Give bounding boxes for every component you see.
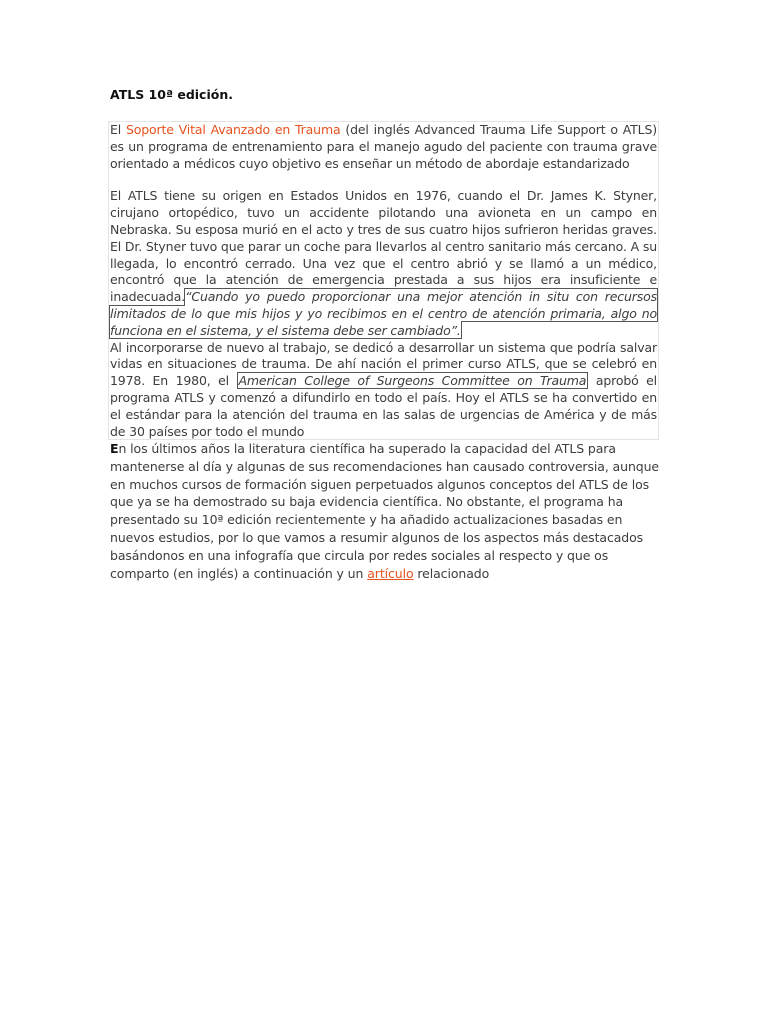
history-paragraph bbox=[110, 188, 657, 339]
page-title: ATLS 10ª edición. bbox=[110, 87, 233, 102]
closing-initial: E bbox=[110, 441, 119, 456]
development-paragraph bbox=[110, 340, 657, 441]
closing-suffix: relacionado bbox=[413, 565, 490, 581]
intro-prefix: El bbox=[110, 122, 126, 137]
closing-text: n los últimos años la literatura científica ha superado la capacidad del ATLS para mantenerse al día y algunas de sus recomendaciones han causado controversia, aunque en muchos cursos de formación siguen perpetuados algunos conceptos del ATLS de los que ya se ha demostrado su baja evidencia científica. No obstante, el programa ha presentado su 10ª edición recientemente y ha añadido actualizaciones basadas en nuevos estudios, por lo que vamos a resumir algunos de los aspectos más destacados basándonos en una infografía que circula por redes sociales al respecto y que os comparto (en inglés) a continuación y un bbox=[110, 441, 660, 581]
development-prefix: Al incorporarse de nuevo al trabajo, se dedicó a desarrollar un sistema que podría salvar vidas en situaciones de trauma. De ahí nación el primer curso ATLS, que se celebró en 1978. En 1980, el bbox=[110, 339, 657, 389]
styner-quote: “Cuando yo puedo proporcionar una mejor atención in situ con recursos limitados de lo que mis hijos y yo recibimos en el centro de atención primaria, algo no funciona en el sistema, y el sistema debe ser cambiado”. bbox=[110, 289, 657, 338]
intro-paragraph bbox=[110, 122, 657, 172]
atls-link[interactable]: Soporte Vital Avanzado en Trauma bbox=[125, 122, 341, 137]
acs-committee-name: American College of Surgeons Committee on Trauma bbox=[238, 373, 587, 389]
intro-suffix: (del inglés Advanced Trauma Life Support o ATLS) es un programa de entrenamiento para el manejo agudo del paciente con trauma grave orientado a médicos cuyo objetivo es enseñar un método de abordaje estandarizado bbox=[110, 122, 657, 171]
closing-paragraph bbox=[110, 440, 662, 582]
development-suffix: aprobó el programa ATLS y comenzó a difundirlo en todo el país. Hoy el ATLS se ha convertido en el estándar para la atención del trauma en las salas de urgencias de América y de más de 30 países por todo el mundo bbox=[110, 373, 657, 439]
history-text: El ATLS tiene su origen en Estados Unidos en 1976, cuando el Dr. James K. Styner, cirujano ortopédico, tuvo un accidente pilotando una avioneta en un campo en Nebraska. Su esposa murió en el acto y tres de sus cuatro hijos sufrieron heridas graves. El Dr. Styner tuvo que parar un coche para llevarlos al centro sanitario más cercano. A su llegada, lo encontró cerrado. Una vez que el centro abrió y se llamó a un médico, encontró que la atención de emergencia prestada a sus hijos era insuficiente e inadecuada. bbox=[110, 188, 657, 305]
intro-text-box bbox=[108, 121, 659, 440]
article-link[interactable]: artículo bbox=[367, 565, 414, 581]
